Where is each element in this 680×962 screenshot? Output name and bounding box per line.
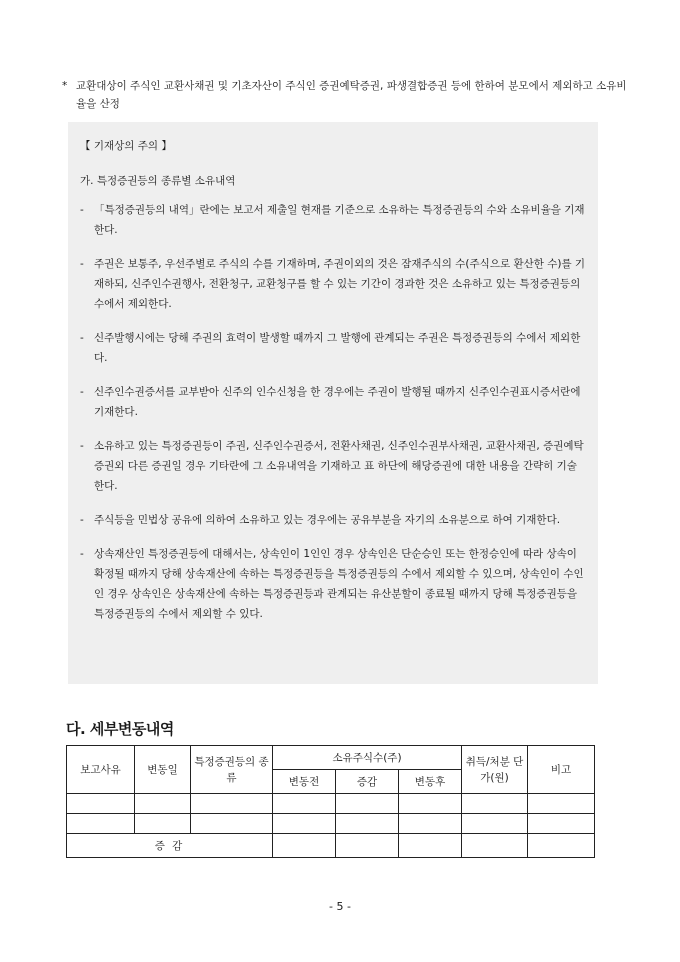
table-cell bbox=[399, 814, 462, 834]
table-cell bbox=[462, 834, 528, 858]
table-cell bbox=[399, 834, 462, 858]
note-item bbox=[80, 200, 586, 240]
note-item bbox=[80, 510, 586, 530]
notes-subtitle: 가. 특정증권등의 종류별 소유내역 bbox=[80, 175, 236, 187]
note-text: 주권은 보통주, 우선주별로 주식의 수를 기재하며, 주권이외의 것은 잠재주식의 수(주식으로 환산한 수)를 기재하되, 신주인수권행사, 전환청구, 교환청구를 할 수 있는 기간이 경과한 것은 소유하고 있는 특정증권등의 수에서 제외한다. bbox=[94, 258, 586, 310]
header-unit-price: 취득/처분 단가(원) bbox=[462, 746, 528, 794]
table-row bbox=[67, 814, 595, 834]
table-cell bbox=[273, 834, 336, 858]
note-dash: - bbox=[80, 332, 84, 344]
table-cell bbox=[528, 834, 595, 858]
table-cell bbox=[462, 814, 528, 834]
table-cell bbox=[273, 814, 336, 834]
header-change-date: 변동일 bbox=[135, 746, 191, 794]
table-cell bbox=[462, 794, 528, 814]
table-cell bbox=[399, 794, 462, 814]
table-cell bbox=[336, 814, 399, 834]
table-cell bbox=[191, 814, 273, 834]
total-label: 증 감 bbox=[67, 834, 273, 858]
table-cell bbox=[336, 794, 399, 814]
note-dash: - bbox=[80, 440, 84, 452]
note-dash: - bbox=[80, 258, 84, 270]
note-text: 소유하고 있는 특정증권등이 주권, 신주인수권증서, 전환사채권, 신주인수권부사채권, 교환사채권, 증권예탁증권외 다른 증권일 경우 기타란에 그 소유내역을 기재하고 표 하단에 해당증권에 대한 내용을 간략히 기술한다. bbox=[94, 440, 584, 492]
notes-box bbox=[68, 122, 598, 684]
header-change: 증감 bbox=[336, 770, 399, 794]
header-security-type: 특정증권등의 종류 bbox=[191, 746, 273, 794]
table-row bbox=[67, 794, 595, 814]
header-before: 변동전 bbox=[273, 770, 336, 794]
note-item bbox=[80, 436, 586, 496]
note-item bbox=[80, 328, 586, 368]
header-remarks: 비고 bbox=[528, 746, 595, 794]
note-text: 신주인수권증서를 교부받아 신주의 인수신청을 한 경우에는 주권이 발행될 때까지 신주인수권표시증서란에 기재한다. bbox=[94, 386, 581, 418]
note-text: 주식등을 민법상 공유에 의하여 소유하고 있는 경우에는 공유부분을 자기의 소유분으로 하여 기재한다. bbox=[94, 514, 561, 526]
table-cell bbox=[135, 794, 191, 814]
table-cell bbox=[135, 814, 191, 834]
table-cell bbox=[67, 794, 135, 814]
table-cell bbox=[191, 794, 273, 814]
footnote-mark: * bbox=[62, 80, 68, 92]
note-dash: - bbox=[80, 204, 84, 216]
note-dash: - bbox=[80, 514, 84, 526]
page-number: - 5 - bbox=[329, 900, 351, 913]
note-item bbox=[80, 544, 586, 624]
header-after: 변동후 bbox=[399, 770, 462, 794]
note-text: 「특정증권등의 내역」란에는 보고서 제출일 현재를 기준으로 소유하는 특정증권등의 수와 소유비율을 기재한다. bbox=[94, 204, 585, 236]
table-cell bbox=[528, 814, 595, 834]
detail-change-table bbox=[66, 745, 595, 858]
note-dash: - bbox=[80, 548, 84, 560]
table-cell bbox=[67, 814, 135, 834]
note-dash: - bbox=[80, 386, 84, 398]
section-heading: 다. 세부변동내역 bbox=[66, 720, 174, 738]
footnote bbox=[62, 77, 632, 113]
table-cell bbox=[273, 794, 336, 814]
footnote-text: 교환대상이 주식인 교환사채권 및 기초자산이 주식인 증권예탁증권, 파생결합증권 등에 한하여 분모에서 제외하고 소유비율을 산정 bbox=[76, 80, 627, 110]
total-row bbox=[67, 834, 595, 858]
table-cell bbox=[336, 834, 399, 858]
note-text: 신주발행시에는 당해 주권의 효력이 발생할 때까지 그 발행에 관계되는 주권은 특정증권등의 수에서 제외한다. bbox=[94, 332, 581, 364]
table-cell bbox=[528, 794, 595, 814]
note-item bbox=[80, 382, 586, 422]
note-text: 상속재산인 특정증권등에 대해서는, 상속인이 1인인 경우 상속인은 단순승인 또는 한정승인에 따라 상속이 확정될 때까지 당해 상속재산에 속하는 특정증권등을 특정증권등의 수에서 제외할 수 있으며, 상속인이 수인인 경우 상속인은 상속재산에 속하는 특정증권등과 관계되는 유산분할이 종료될 때까지 당해 특정증권등을 특정증권등의 수에서 제외할 수 있다. bbox=[94, 548, 584, 620]
header-shares-owned: 소유주식수(주) bbox=[273, 746, 462, 770]
header-reason: 보고사유 bbox=[67, 746, 135, 794]
notes-title: 【 기재상의 주의 】 bbox=[80, 140, 172, 152]
note-item bbox=[80, 254, 586, 314]
